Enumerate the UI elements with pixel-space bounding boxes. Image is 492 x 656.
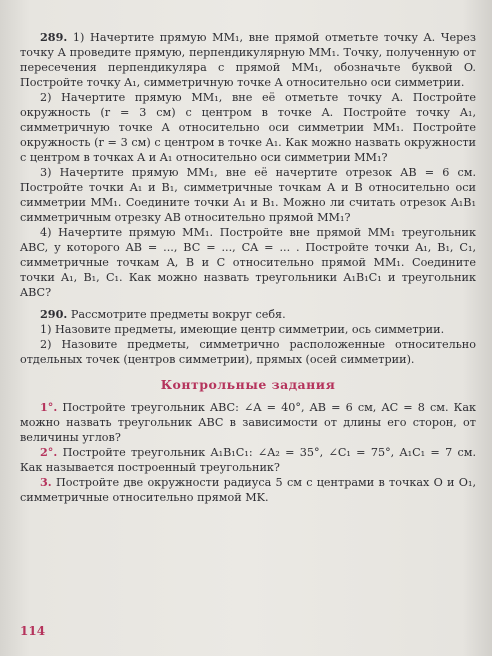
problem-289-part-1-text: 1) Начертите прямую MM₁, вне прямой отметьте точку A. Через точку A проведите прямую, перпендикулярную MM₁. Точку, полученную от пересечения перпендикуляра с прямой MM₁, обозначьте буквой O. Постройте точку A₁, симметричную точке A относительно оси симметрии. — [20, 31, 477, 89]
problem-289-part-4: 4) Начертите прямую MM₁. Постройте вне прямой MM₁ треугольник ABC, у которого AB = ..., BC = ..., CA = ... . Постройте точки A₁, B₁, C₁, симметричные точкам A, B и C относительно прямой MM₁. Соедините точки A₁, B₁, C₁. Как можно назвать треугольники A₁B₁C₁ и треугольник ABC? — [20, 226, 476, 299]
problem-290-part-1: 1) Назовите предметы, имеющие центр симметрии, ось симметрии. — [40, 323, 445, 336]
control-task-3 — [20, 475, 476, 505]
control-task-3-text: Постройте две окружности радиуса 5 см с центрами в точках O и O₁, симметричные относительно прямой MK. — [20, 476, 476, 504]
section-title: Контрольные задания — [160, 377, 336, 392]
control-task-1-number: 1°. — [40, 400, 58, 414]
control-task-2 — [20, 445, 476, 475]
control-task-3-number: 3. — [40, 475, 52, 489]
problem-289-part-3: 3) Начертите прямую MM₁, вне её начертите отрезок AB = 6 см. Постройте точки A₁ и B₁, симметричные точкам A и B относительно оси симметрии MM₁. Соедините точки A₁ и B₁. Можно ли считать отрезок A₁B₁ симметричным отрезку AB относительно прямой MM₁? — [20, 166, 476, 224]
control-task-2-text: Постройте треугольник A₁B₁C₁: ∠A₂ = 35°, ∠C₁ = 75°, A₁C₁ = 7 см. Как называется построенный треугольник? — [20, 446, 476, 474]
problem-289-part-2: 2) Начертите прямую MM₁, вне её отметьте точку A. Постройте окружность (r = 3 см) с центром в точке A. Постройте точку A₁, симметричную точке A относительно оси симметрии MM₁. Постройте окружность (r = 3 см) с центром в точке A₁. Как можно назвать окружности с центром в точках A и A₁ относительно оси симметрии MM₁? — [20, 91, 476, 164]
problem-290-intro-text: Рассмотрите предметы вокруг себя. — [70, 308, 286, 321]
problem-289-number: 289. — [40, 30, 68, 44]
problem-290-number: 290. — [40, 307, 68, 321]
control-task-2-number: 2°. — [40, 445, 58, 459]
spacer — [20, 300, 476, 307]
problem-289-part-1 — [20, 30, 476, 90]
control-task-1 — [20, 400, 476, 445]
control-task-1-text: Постройте треугольник ABC: ∠A = 40°, AB = 6 см, AC = 8 см. Как можно назвать треугольник ABC в зависимости от длины его сторон, от величины углов? — [20, 401, 476, 444]
problem-290-intro — [20, 307, 476, 322]
problem-290-part-2: 2) Назовите предметы, симметрично расположенные относительно отдельных точек (центров симметрии), прямых (осей симметрии). — [20, 338, 476, 366]
page-number: 114 — [20, 624, 46, 638]
